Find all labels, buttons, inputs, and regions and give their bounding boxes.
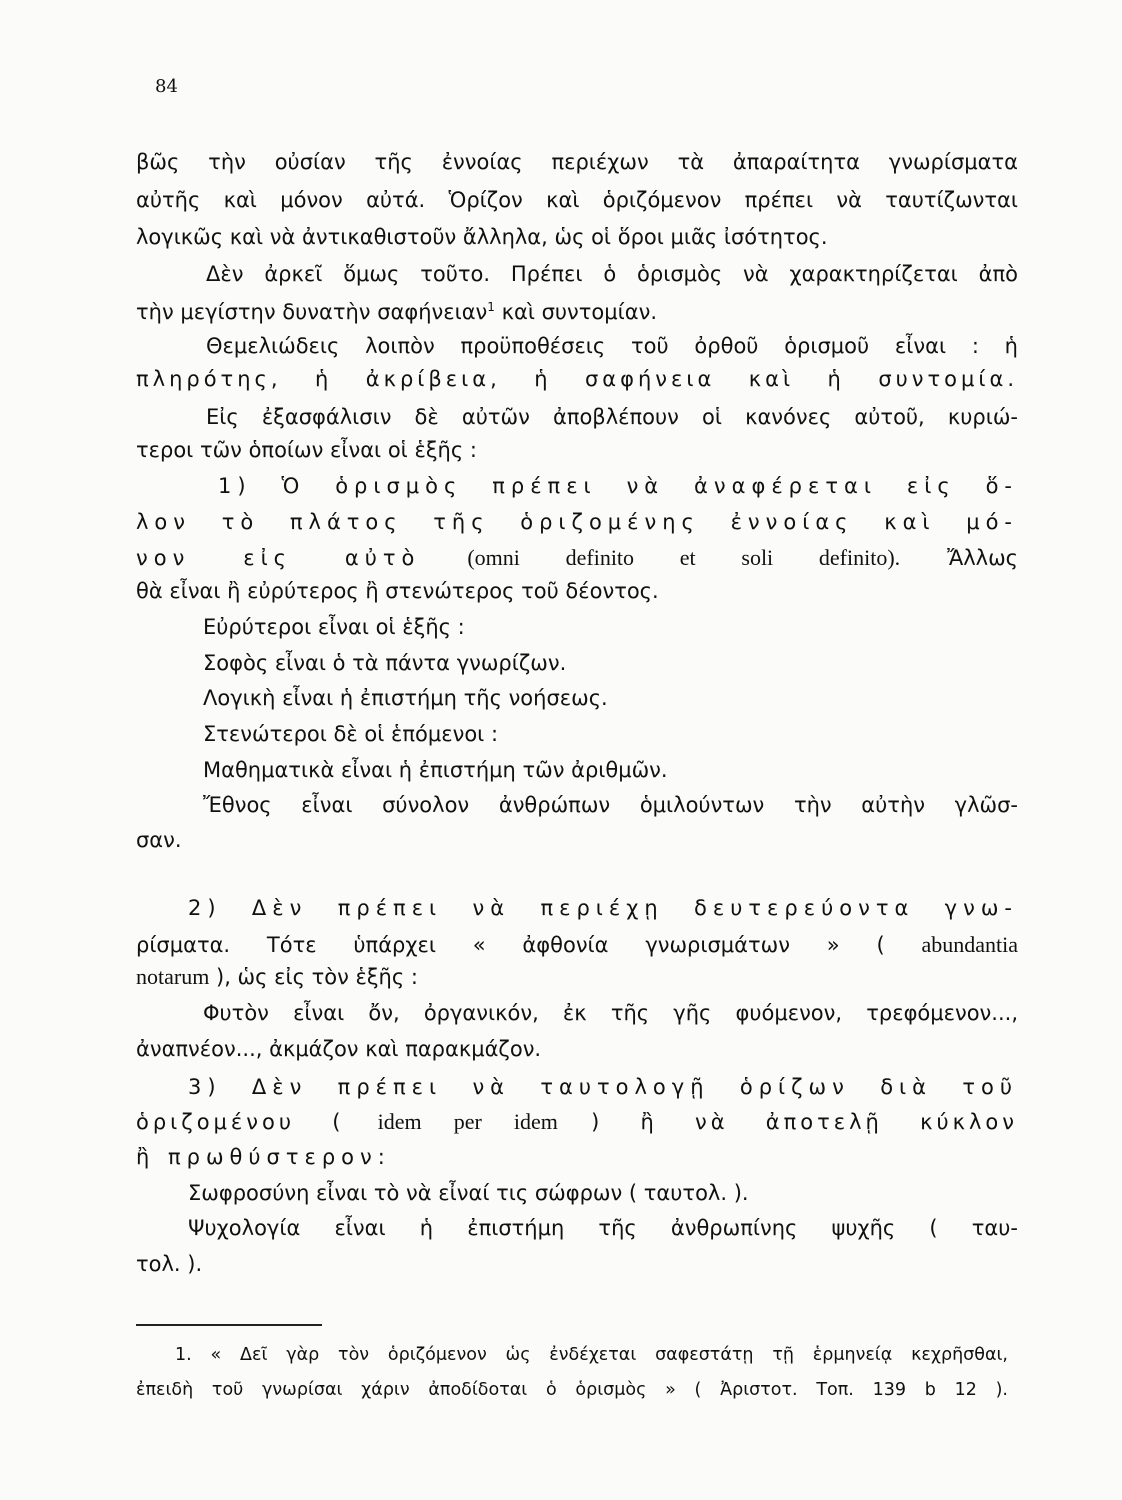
text-line: ὁριζομένου ( idem per idem ) ἢ νὰ ἀποτελῇ κύκλον: [136, 1109, 1018, 1134]
text-line: ρίσματα. Τότε ὑπάρχει « ἀφθονία γνωρισμάτων » ( abundantia: [136, 932, 1018, 957]
footnote-line: 1. « Δεῖ γὰρ τὸν ὁριζόμενον ὡς ἐνδέχεται σαφεστάτῃ τῇ ἑρμηνείᾳ κεχρῆσθαι,: [175, 1345, 1008, 1365]
text-line: θὰ εἶναι ἢ εὐρύτερος ἢ στενώτερος τοῦ δέοντος.: [136, 579, 659, 603]
text-line: βῶς τὴν οὐσίαν τῆς ἐννοίας περιέχων τὰ ἀπαραίτητα γνωρίσματα: [136, 150, 1018, 174]
text-line: notarum ), ὡς εἰς τὸν ἑξῆς :: [136, 964, 418, 989]
rule-heading: 2) Δὲν πρέπει νὰ περιέχῃ δευτερεύοντα γνω-: [188, 896, 1018, 920]
footnote-marker: 1: [487, 300, 495, 314]
text-line: τὴν μεγίστην δυνατὴν σαφήνειαν$^1$ καὶ συντομίαν.: [136, 300, 657, 324]
footnote-divider: [136, 1324, 322, 1326]
page-number: 84: [155, 76, 178, 97]
text-line: νον εἰς αὐτὸ (omni definito et soli definito). Ἄλλως: [136, 545, 1018, 570]
example-line: Σοφὸς εἶναι ὁ τὰ πάντα γνωρίζων.: [203, 651, 567, 675]
text-line: ἀναπνέον..., ἀκμάζον καὶ παρακμάζον.: [136, 1037, 542, 1061]
text-line: τολ. ).: [136, 1252, 203, 1276]
rule-heading: 3) Δὲν πρέπει νὰ ταυτολογῇ ὁρίζων διὰ τοῦ: [188, 1075, 1018, 1099]
example-line: Σωφροσύνη εἶναι τὸ νὰ εἶναί τις σώφρων ( ταυτολ. ).: [188, 1181, 749, 1205]
text-line: Εὐρύτεροι εἶναι οἱ ἑξῆς :: [203, 615, 465, 639]
example-line: Φυτὸν εἶναι ὄν, ὀργανικόν, ἐκ τῆς γῆς φυόμενον, τρεφόμενον...,: [203, 1001, 1018, 1025]
text-line: Στενώτεροι δὲ οἱ ἑπόμενοι :: [203, 722, 499, 746]
rule-heading: 1) Ὁ ὁρισμὸς πρέπει νὰ ἀναφέρεται εἰς ὅ-: [218, 474, 1018, 498]
example-line: Λογικὴ εἶναι ἡ ἐπιστήμη τῆς νοήσεως.: [203, 686, 608, 710]
text-line: σαν.: [136, 828, 182, 852]
text-line: Θεμελιώδεις λοιπὸν προϋποθέσεις τοῦ ὀρθοῦ ὁρισμοῦ εἶναι : ἡ: [206, 334, 1018, 358]
text-line: λον τὸ πλάτος τῆς ὁριζομένης ἐννοίας καὶ μό-: [136, 510, 1018, 534]
text-line: πληρότης, ἡ ἀκρίβεια, ἡ σαφήνεια καὶ ἡ συντομία.: [136, 367, 1018, 391]
text-line: λογικῶς καὶ νὰ ἀντικαθιστοῦν ἄλληλα, ὡς οἱ ὅροι μιᾶς ἰσότητος.: [136, 225, 828, 249]
text-line: τεροι τῶν ὁποίων εἶναι οἱ ἑξῆς :: [136, 438, 477, 462]
text-line: Εἰς ἐξασφάλισιν δὲ αὐτῶν ἀποβλέπουν οἱ κανόνες αὐτοῦ, κυριώ-: [206, 405, 1018, 429]
example-line: Ψυχολογία εἶναι ἡ ἐπιστήμη τῆς ἀνθρωπίνης ψυχῆς ( ταυ-: [188, 1216, 1018, 1240]
text-line: Δὲν ἀρκεῖ ὅμως τοῦτο. Πρέπει ὁ ὁρισμὸς νὰ χαρακτηρίζεται ἀπὸ: [206, 262, 1018, 286]
text-line: αὐτῆς καὶ μόνον αὐτά. Ὁρίζον καὶ ὁριζόμενον πρέπει νὰ ταυτίζωνται: [136, 188, 1018, 212]
example-line: Μαθηματικὰ εἶναι ἡ ἐπιστήμη τῶν ἀριθμῶν.: [203, 758, 668, 782]
text-line: ἢ πρωθύστερον:: [136, 1145, 391, 1169]
example-line: Ἔθνος εἶναι σύνολον ἀνθρώπων ὁμιλούντων τὴν αὐτὴν γλῶσ-: [203, 793, 1018, 817]
footnote-line: ἐπειδὴ τοῦ γνωρίσαι χάριν ἀποδίδοται ὁ ὁρισμὸς » ( Ἀριστοτ. Τοπ. 139 b 12 ).: [136, 1380, 1008, 1400]
